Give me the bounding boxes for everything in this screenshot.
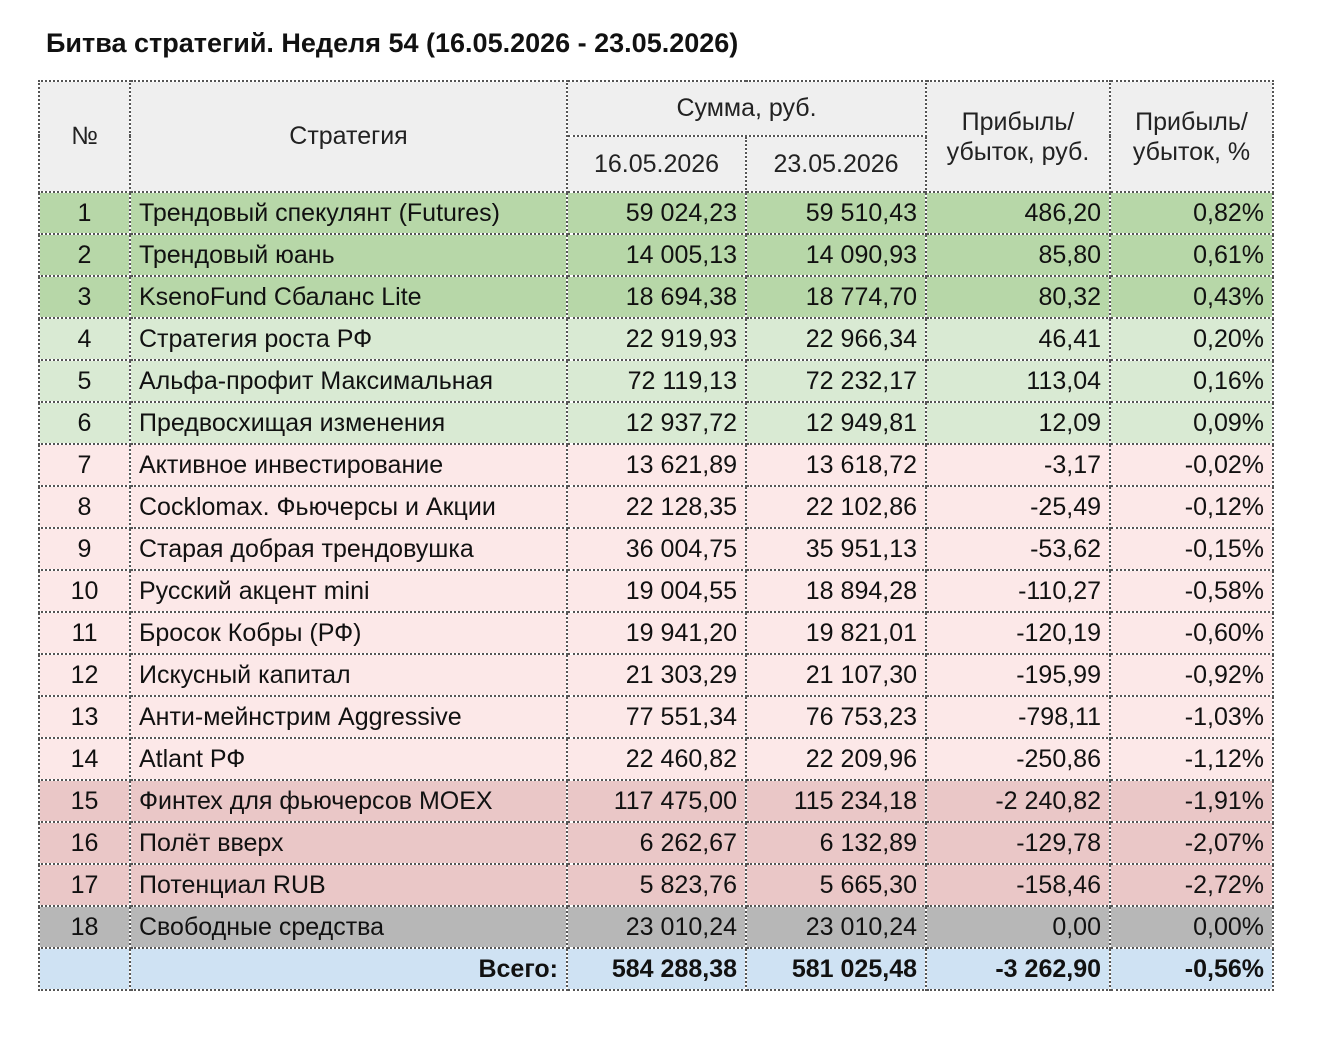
strategy-name: Искусный капитал: [130, 654, 567, 696]
row-number: 4: [39, 318, 130, 360]
total-num-cell: [39, 948, 130, 990]
pl-rub: 486,20: [926, 192, 1110, 234]
row-number: 5: [39, 360, 130, 402]
table-row: [39, 570, 1273, 612]
pl-rub: -158,46: [926, 864, 1110, 906]
pl-pct: -1,91%: [1110, 780, 1273, 822]
pl-pct: 0,09%: [1110, 402, 1273, 444]
total-sum-end: 581 025,48: [746, 948, 926, 990]
sum-start: 21 303,29: [567, 654, 746, 696]
header-row: [39, 81, 1273, 136]
pl-rub-line1: Прибыль/: [961, 107, 1075, 136]
row-number: 11: [39, 612, 130, 654]
pl-pct: -0,92%: [1110, 654, 1273, 696]
table-row: [39, 864, 1273, 906]
pl-pct: 0,16%: [1110, 360, 1273, 402]
pl-pct: -0,12%: [1110, 486, 1273, 528]
col-header-pl-rub: [926, 81, 1110, 192]
sum-end: 19 821,01: [746, 612, 926, 654]
sum-end: 72 232,17: [746, 360, 926, 402]
pl-pct: 0,00%: [1110, 906, 1273, 948]
table-row: [39, 822, 1273, 864]
strategy-name: Atlant РФ: [130, 738, 567, 780]
sum-start: 19 004,55: [567, 570, 746, 612]
sum-end: 12 949,81: [746, 402, 926, 444]
pl-pct: 0,61%: [1110, 234, 1273, 276]
row-number: 6: [39, 402, 130, 444]
sum-end: 22 102,86: [746, 486, 926, 528]
strategy-name: Потенциал RUB: [130, 864, 567, 906]
pl-pct: -0,58%: [1110, 570, 1273, 612]
pl-pct: -0,60%: [1110, 612, 1273, 654]
total-label: Всего:: [130, 948, 567, 990]
sum-end: 23 010,24: [746, 906, 926, 948]
page-title: Битва стратегий. Неделя 54 (16.05.2026 - 23.05.2026): [46, 28, 739, 58]
strategies-table: [38, 80, 1274, 991]
row-number: 18: [39, 906, 130, 948]
sum-start: 117 475,00: [567, 780, 746, 822]
table-body: [39, 192, 1273, 948]
table-row: [39, 780, 1273, 822]
sum-end: 18 894,28: [746, 570, 926, 612]
table-row: [39, 402, 1273, 444]
sum-end: 21 107,30: [746, 654, 926, 696]
table-row: [39, 318, 1273, 360]
row-number: 15: [39, 780, 130, 822]
strategy-name: Полёт вверх: [130, 822, 567, 864]
sum-end: 5 665,30: [746, 864, 926, 906]
strategy-name: Финтех для фьючерсов MOEX: [130, 780, 567, 822]
table-row: [39, 696, 1273, 738]
strategy-name: Предвосхищая изменения: [130, 402, 567, 444]
pl-pct: 0,43%: [1110, 276, 1273, 318]
row-number: 10: [39, 570, 130, 612]
sum-end: 13 618,72: [746, 444, 926, 486]
col-header-pl-pct: [1110, 81, 1273, 192]
pl-pct-line2: убыток, %: [1132, 137, 1251, 166]
strategy-name: Анти-мейнстрим Aggressive: [130, 696, 567, 738]
pl-rub: -250,86: [926, 738, 1110, 780]
table-row: [39, 738, 1273, 780]
sum-start: 19 941,20: [567, 612, 746, 654]
table-row: [39, 654, 1273, 696]
col-header-sum: Сумма, руб.: [567, 81, 926, 136]
row-number: 14: [39, 738, 130, 780]
pl-pct: -1,03%: [1110, 696, 1273, 738]
sum-end: 18 774,70: [746, 276, 926, 318]
pl-rub: 12,09: [926, 402, 1110, 444]
total-pl-rub: -3 262,90: [926, 948, 1110, 990]
sum-start: 72 119,13: [567, 360, 746, 402]
pl-pct: -1,12%: [1110, 738, 1273, 780]
row-number: 16: [39, 822, 130, 864]
pl-rub: -195,99: [926, 654, 1110, 696]
sum-start: 22 128,35: [567, 486, 746, 528]
table-row: [39, 360, 1273, 402]
total-row: [39, 948, 1273, 990]
col-header-number: №: [39, 81, 130, 192]
sum-start: 13 621,89: [567, 444, 746, 486]
sum-start: 77 551,34: [567, 696, 746, 738]
sum-end: 6 132,89: [746, 822, 926, 864]
row-number: 13: [39, 696, 130, 738]
pl-rub: 0,00: [926, 906, 1110, 948]
sum-start: 14 005,13: [567, 234, 746, 276]
pl-pct: -2,07%: [1110, 822, 1273, 864]
pl-pct: 0,20%: [1110, 318, 1273, 360]
sum-start: 23 010,24: [567, 906, 746, 948]
strategy-name: Cocklomax. Фьючерсы и Акции: [130, 486, 567, 528]
pl-rub: -798,11: [926, 696, 1110, 738]
row-number: 9: [39, 528, 130, 570]
table-row: [39, 276, 1273, 318]
strategy-name: Свободные средства: [130, 906, 567, 948]
table-row: [39, 486, 1273, 528]
row-number: 17: [39, 864, 130, 906]
pl-rub: 113,04: [926, 360, 1110, 402]
pl-pct: 0,82%: [1110, 192, 1273, 234]
sum-end: 22 209,96: [746, 738, 926, 780]
pl-rub: 46,41: [926, 318, 1110, 360]
pl-pct-line1: Прибыль/: [1135, 107, 1248, 136]
strategy-name: Альфа-профит Максимальная: [130, 360, 567, 402]
strategy-name: Стратегия роста РФ: [130, 318, 567, 360]
table-row: [39, 234, 1273, 276]
table-row: [39, 528, 1273, 570]
strategy-name: KsenoFund Сбаланс Lite: [130, 276, 567, 318]
pl-rub: 80,32: [926, 276, 1110, 318]
sum-start: 36 004,75: [567, 528, 746, 570]
col-header-strategy: Стратегия: [130, 81, 567, 192]
pl-rub: -110,27: [926, 570, 1110, 612]
row-number: 7: [39, 444, 130, 486]
sum-start: 59 024,23: [567, 192, 746, 234]
row-number: 12: [39, 654, 130, 696]
table-row: [39, 612, 1273, 654]
sum-end: 76 753,23: [746, 696, 926, 738]
row-number: 3: [39, 276, 130, 318]
sum-start: 22 460,82: [567, 738, 746, 780]
sum-start: 6 262,67: [567, 822, 746, 864]
pl-rub: -2 240,82: [926, 780, 1110, 822]
total-pl-pct: -0,56%: [1110, 948, 1273, 990]
sum-end: 59 510,43: [746, 192, 926, 234]
strategy-name: Трендовый спекулянт (Futures): [130, 192, 567, 234]
strategy-name: Активное инвестирование: [130, 444, 567, 486]
sum-start: 5 823,76: [567, 864, 746, 906]
sum-start: 22 919,93: [567, 318, 746, 360]
table-row: [39, 444, 1273, 486]
pl-rub: -120,19: [926, 612, 1110, 654]
pl-rub: -53,62: [926, 528, 1110, 570]
row-number: 8: [39, 486, 130, 528]
pl-rub: -3,17: [926, 444, 1110, 486]
pl-pct: -2,72%: [1110, 864, 1273, 906]
table-row: [39, 192, 1273, 234]
sum-start: 12 937,72: [567, 402, 746, 444]
row-number: 2: [39, 234, 130, 276]
total-sum-start: 584 288,38: [567, 948, 746, 990]
pl-rub: -129,78: [926, 822, 1110, 864]
pl-rub: 85,80: [926, 234, 1110, 276]
strategy-name: Трендовый юань: [130, 234, 567, 276]
col-header-date-end: 23.05.2026: [746, 136, 926, 192]
strategy-name: Бросок Кобры (РФ): [130, 612, 567, 654]
sum-end: 35 951,13: [746, 528, 926, 570]
row-number: 1: [39, 192, 130, 234]
pl-rub: -25,49: [926, 486, 1110, 528]
pl-pct: -0,02%: [1110, 444, 1273, 486]
strategy-name: Старая добрая трендовушка: [130, 528, 567, 570]
pl-rub-line2: убыток, руб.: [946, 137, 1090, 166]
pl-pct: -0,15%: [1110, 528, 1273, 570]
table-row: [39, 906, 1273, 948]
sum-end: 22 966,34: [746, 318, 926, 360]
sum-start: 18 694,38: [567, 276, 746, 318]
strategy-name: Русский акцент mini: [130, 570, 567, 612]
col-header-date-start: 16.05.2026: [567, 136, 746, 192]
sum-end: 14 090,93: [746, 234, 926, 276]
sum-end: 115 234,18: [746, 780, 926, 822]
